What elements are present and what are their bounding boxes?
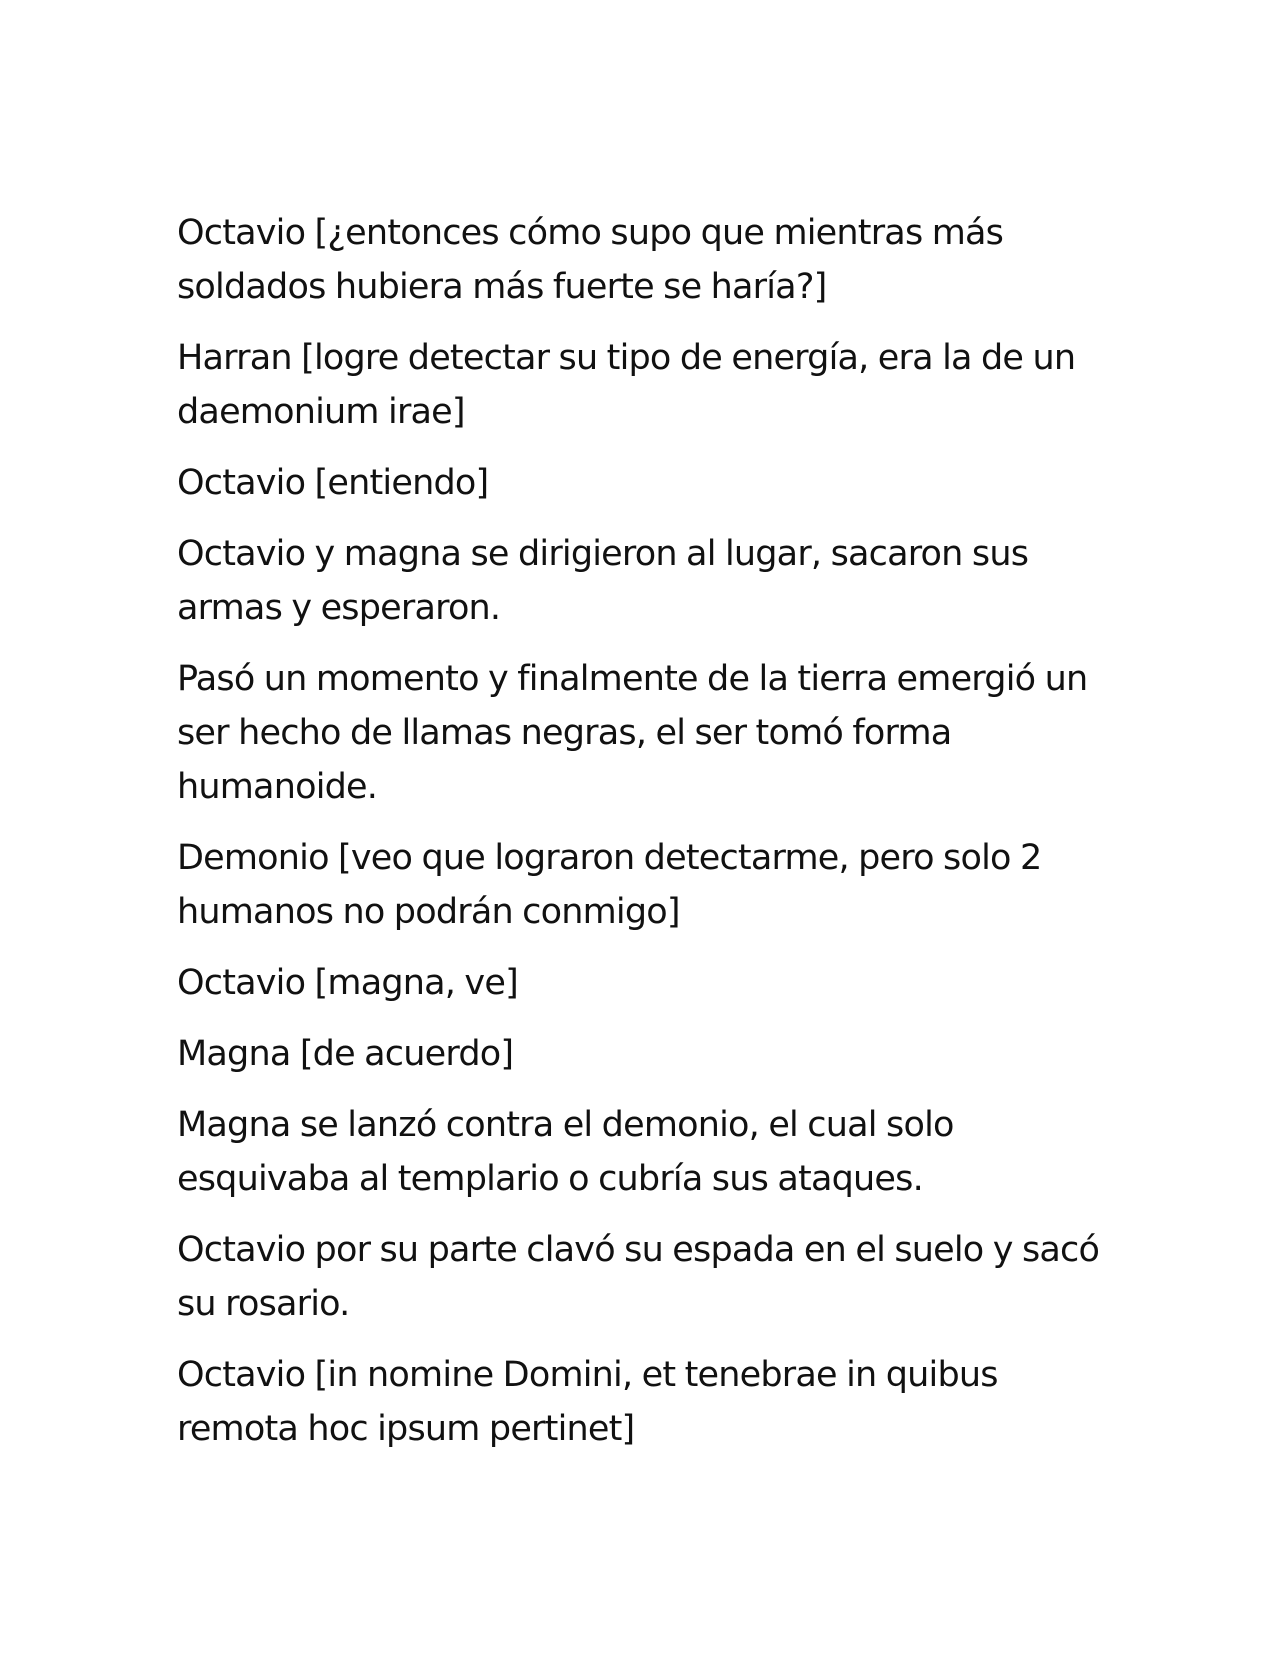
paragraph: Octavio [magna, ve] — [177, 963, 518, 1003]
paragraph: Magna se lanzó contra el demonio, el cual solo esquivaba al templario o cubría sus ataques. — [177, 1105, 954, 1199]
paragraph: Octavio [¿entonces cómo supo que mientras más soldados hubiera más fuerte se haría?] — [177, 213, 1004, 307]
paragraph: Octavio por su parte clavó su espada en el suelo y sacó su rosario. — [177, 1230, 1100, 1324]
paragraph: Magna [de acuerdo] — [177, 1034, 514, 1074]
paragraph: Octavio [in nomine Domini, et tenebrae in quibus remota hoc ipsum pertinet] — [177, 1355, 998, 1449]
paragraph: Harran [logre detectar su tipo de energía, era la de un daemonium irae] — [177, 338, 1076, 432]
paragraph: Octavio [entiendo] — [177, 463, 489, 503]
document-body — [177, 206, 1107, 1473]
paragraph: Octavio y magna se dirigieron al lugar, sacaron sus armas y esperaron. — [177, 534, 1029, 628]
paragraph: Demonio [veo que lograron detectarme, pero solo 2 humanos no podrán conmigo] — [177, 838, 1042, 932]
paragraph: Pasó un momento y finalmente de la tierra emergió un ser hecho de llamas negras, el ser tomó forma humanoide. — [177, 659, 1088, 807]
